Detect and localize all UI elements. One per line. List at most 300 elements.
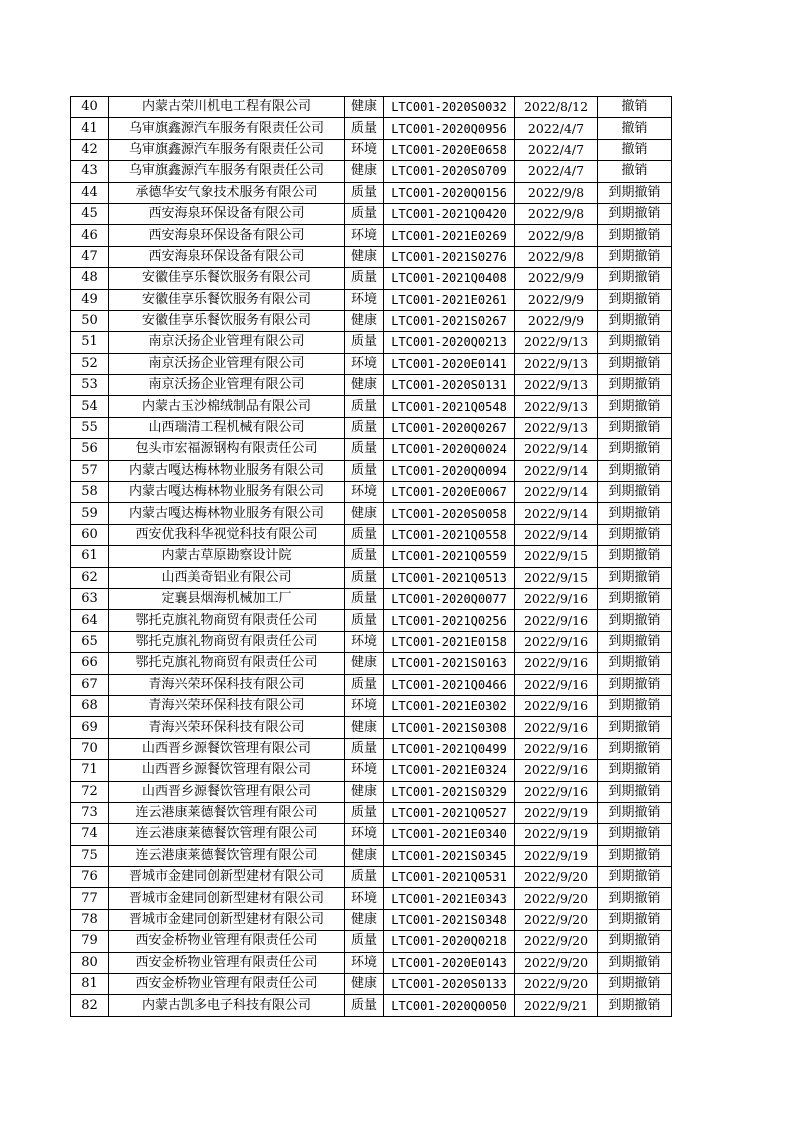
company-name: 西安金桥物业管理有限责任公司 — [109, 952, 345, 973]
certificate-number: LTC001-2020Q0077 — [384, 588, 515, 609]
revocation-date: 2022/9/16 — [515, 738, 598, 759]
management-system: 质量 — [345, 417, 384, 438]
management-system: 质量 — [345, 674, 384, 695]
revocation-date: 2022/9/16 — [515, 717, 598, 738]
row-number: 77 — [71, 888, 109, 909]
management-system: 健康 — [345, 310, 384, 331]
management-system: 质量 — [345, 995, 384, 1016]
revocation-date: 2022/9/9 — [515, 289, 598, 310]
certificate-number: LTC001-2020E0067 — [384, 482, 515, 503]
company-name: 安徽佳享乐餐饮服务有限公司 — [109, 310, 345, 331]
certificate-status: 撤销 — [598, 97, 672, 118]
table-body — [71, 97, 672, 1017]
certificate-number: LTC001-2021E0343 — [384, 888, 515, 909]
table-row — [71, 845, 672, 866]
company-name: 南京沃扬企业管理有限公司 — [109, 332, 345, 353]
certificate-status: 到期撤销 — [598, 246, 672, 267]
table-row — [71, 97, 672, 118]
revocation-date: 2022/9/19 — [515, 802, 598, 823]
certificate-number: LTC001-2021E0158 — [384, 631, 515, 652]
management-system: 质量 — [345, 867, 384, 888]
row-number: 61 — [71, 546, 109, 567]
table-row — [71, 268, 672, 289]
management-system: 质量 — [345, 931, 384, 952]
certificate-status: 到期撤销 — [598, 717, 672, 738]
certificate-number: LTC001-2020E0143 — [384, 952, 515, 973]
management-system: 健康 — [345, 845, 384, 866]
company-name: 晋城市金建同创新型建材有限公司 — [109, 909, 345, 930]
management-system: 环境 — [345, 482, 384, 503]
company-name: 西安海泉环保设备有限公司 — [109, 225, 345, 246]
company-name: 西安海泉环保设备有限公司 — [109, 246, 345, 267]
revocation-date: 2022/9/16 — [515, 631, 598, 652]
management-system: 质量 — [345, 588, 384, 609]
certificate-status: 到期撤销 — [598, 802, 672, 823]
table-row — [71, 695, 672, 716]
revocation-date: 2022/9/19 — [515, 845, 598, 866]
certificate-status: 撤销 — [598, 139, 672, 160]
table-row — [71, 139, 672, 160]
management-system: 健康 — [345, 375, 384, 396]
certificate-status: 到期撤销 — [598, 567, 672, 588]
certificate-status: 到期撤销 — [598, 524, 672, 545]
row-number: 79 — [71, 931, 109, 952]
row-number: 51 — [71, 332, 109, 353]
row-number: 60 — [71, 524, 109, 545]
row-number: 65 — [71, 631, 109, 652]
row-number: 74 — [71, 824, 109, 845]
revocation-date: 2022/9/15 — [515, 546, 598, 567]
company-name: 南京沃扬企业管理有限公司 — [109, 375, 345, 396]
table-row — [71, 588, 672, 609]
certificate-status: 到期撤销 — [598, 439, 672, 460]
row-number: 44 — [71, 182, 109, 203]
revocation-date: 2022/9/16 — [515, 588, 598, 609]
table-row — [71, 824, 672, 845]
row-number: 48 — [71, 268, 109, 289]
certificate-number: LTC001-2021E0269 — [384, 225, 515, 246]
table-row — [71, 952, 672, 973]
management-system: 质量 — [345, 396, 384, 417]
table-row — [71, 738, 672, 759]
management-system: 环境 — [345, 695, 384, 716]
certificate-status: 到期撤销 — [598, 396, 672, 417]
management-system: 质量 — [345, 546, 384, 567]
revocation-date: 2022/9/8 — [515, 182, 598, 203]
revocation-date: 2022/9/16 — [515, 695, 598, 716]
management-system: 环境 — [345, 888, 384, 909]
row-number: 58 — [71, 482, 109, 503]
certificate-status: 到期撤销 — [598, 738, 672, 759]
certificate-number: LTC001-2021Q0499 — [384, 738, 515, 759]
table-row — [71, 781, 672, 802]
revocation-date: 2022/9/20 — [515, 909, 598, 930]
revocation-date: 2022/9/14 — [515, 524, 598, 545]
row-number: 52 — [71, 353, 109, 374]
management-system: 健康 — [345, 97, 384, 118]
row-number: 80 — [71, 952, 109, 973]
management-system: 健康 — [345, 717, 384, 738]
certificate-number: LTC001-2021S0348 — [384, 909, 515, 930]
management-system: 环境 — [345, 353, 384, 374]
row-number: 81 — [71, 974, 109, 995]
revocation-date: 2022/9/19 — [515, 824, 598, 845]
row-number: 67 — [71, 674, 109, 695]
company-name: 包头市宏福源钢构有限责任公司 — [109, 439, 345, 460]
management-system: 环境 — [345, 631, 384, 652]
table-row — [71, 995, 672, 1016]
certificate-status: 到期撤销 — [598, 909, 672, 930]
certificate-status: 到期撤销 — [598, 931, 672, 952]
certificate-status: 到期撤销 — [598, 653, 672, 674]
management-system: 质量 — [345, 567, 384, 588]
row-number: 47 — [71, 246, 109, 267]
certificate-status: 撤销 — [598, 161, 672, 182]
certificate-number: LTC001-2021Q0408 — [384, 268, 515, 289]
revocation-date: 2022/9/20 — [515, 974, 598, 995]
company-name: 安徽佳享乐餐饮服务有限公司 — [109, 268, 345, 289]
management-system: 质量 — [345, 118, 384, 139]
certificate-number: LTC001-2021Q0466 — [384, 674, 515, 695]
table-row — [71, 417, 672, 438]
certificate-status: 到期撤销 — [598, 867, 672, 888]
management-system: 质量 — [345, 268, 384, 289]
management-system: 环境 — [345, 952, 384, 973]
certificate-status: 到期撤销 — [598, 695, 672, 716]
company-name: 内蒙古嘎达梅林物业服务有限公司 — [109, 482, 345, 503]
revocation-date: 2022/9/21 — [515, 995, 598, 1016]
company-name: 鄂托克旗礼物商贸有限责任公司 — [109, 653, 345, 674]
certificate-number: LTC001-2020Q0218 — [384, 931, 515, 952]
revocation-date: 2022/8/12 — [515, 97, 598, 118]
certificate-status: 到期撤销 — [598, 952, 672, 973]
certificate-status: 到期撤销 — [598, 845, 672, 866]
row-number: 55 — [71, 417, 109, 438]
certificate-status: 到期撤销 — [598, 503, 672, 524]
table-row — [71, 867, 672, 888]
revocation-date: 2022/9/9 — [515, 310, 598, 331]
revocation-date: 2022/9/16 — [515, 653, 598, 674]
management-system: 健康 — [345, 974, 384, 995]
row-number: 78 — [71, 909, 109, 930]
certificate-number: LTC001-2021E0324 — [384, 760, 515, 781]
certificate-status: 到期撤销 — [598, 417, 672, 438]
management-system: 健康 — [345, 909, 384, 930]
certificate-status: 到期撤销 — [598, 974, 672, 995]
table-row — [71, 332, 672, 353]
company-name: 乌审旗鑫源汽车服务有限责任公司 — [109, 118, 345, 139]
certificate-status: 到期撤销 — [598, 674, 672, 695]
company-name: 西安金桥物业管理有限责任公司 — [109, 974, 345, 995]
table-row — [71, 289, 672, 310]
certificate-status: 到期撤销 — [598, 546, 672, 567]
certificate-number: LTC001-2021Q0527 — [384, 802, 515, 823]
table-row — [71, 674, 672, 695]
table-row — [71, 460, 672, 481]
revocation-date: 2022/9/15 — [515, 567, 598, 588]
row-number: 57 — [71, 460, 109, 481]
management-system: 质量 — [345, 203, 384, 224]
management-system: 质量 — [345, 460, 384, 481]
row-number: 53 — [71, 375, 109, 396]
table-row — [71, 161, 672, 182]
revocation-date: 2022/9/20 — [515, 952, 598, 973]
company-name: 青海兴荣环保科技有限公司 — [109, 674, 345, 695]
certificate-number: LTC001-2020Q0956 — [384, 118, 515, 139]
row-number: 72 — [71, 781, 109, 802]
revocation-date: 2022/9/14 — [515, 482, 598, 503]
table-row — [71, 760, 672, 781]
certificate-number: LTC001-2020S0131 — [384, 375, 515, 396]
company-name: 乌审旗鑫源汽车服务有限责任公司 — [109, 139, 345, 160]
certificate-number: LTC001-2021E0261 — [384, 289, 515, 310]
certificate-number: LTC001-2020E0658 — [384, 139, 515, 160]
certificate-number: LTC001-2020S0133 — [384, 974, 515, 995]
management-system: 健康 — [345, 653, 384, 674]
table-row — [71, 246, 672, 267]
certificate-status: 到期撤销 — [598, 375, 672, 396]
row-number: 68 — [71, 695, 109, 716]
table-row — [71, 802, 672, 823]
management-system: 质量 — [345, 610, 384, 631]
certificate-status: 到期撤销 — [598, 203, 672, 224]
management-system: 质量 — [345, 182, 384, 203]
table-row — [71, 631, 672, 652]
certificate-status: 到期撤销 — [598, 268, 672, 289]
company-name: 内蒙古凯多电子科技有限公司 — [109, 995, 345, 1016]
row-number: 62 — [71, 567, 109, 588]
certificate-status: 到期撤销 — [598, 824, 672, 845]
table-row — [71, 182, 672, 203]
revocation-date: 2022/9/13 — [515, 417, 598, 438]
row-number: 73 — [71, 802, 109, 823]
row-number: 63 — [71, 588, 109, 609]
certificate-status: 到期撤销 — [598, 225, 672, 246]
row-number: 54 — [71, 396, 109, 417]
revocation-date: 2022/9/13 — [515, 353, 598, 374]
row-number: 41 — [71, 118, 109, 139]
certificate-number: LTC001-2021E0302 — [384, 695, 515, 716]
revocation-date: 2022/4/7 — [515, 118, 598, 139]
company-name: 内蒙古嘎达梅林物业服务有限公司 — [109, 503, 345, 524]
certificate-number: LTC001-2020S0032 — [384, 97, 515, 118]
certificate-number: LTC001-2020Q0024 — [384, 439, 515, 460]
row-number: 69 — [71, 717, 109, 738]
company-name: 连云港康莱德餐饮管理有限公司 — [109, 824, 345, 845]
row-number: 56 — [71, 439, 109, 460]
row-number: 43 — [71, 161, 109, 182]
certificate-number: LTC001-2021E0340 — [384, 824, 515, 845]
table-row — [71, 203, 672, 224]
table-row — [71, 225, 672, 246]
certificate-number: LTC001-2020Q0267 — [384, 417, 515, 438]
table-row — [71, 717, 672, 738]
company-name: 晋城市金建同创新型建材有限公司 — [109, 888, 345, 909]
company-name: 西安海泉环保设备有限公司 — [109, 203, 345, 224]
revocation-date: 2022/9/16 — [515, 610, 598, 631]
company-name: 定襄县烟海机械加工厂 — [109, 588, 345, 609]
certificate-status: 撤销 — [598, 118, 672, 139]
certificate-number: LTC001-2021S0329 — [384, 781, 515, 802]
company-name: 安徽佳享乐餐饮服务有限公司 — [109, 289, 345, 310]
table-row — [71, 931, 672, 952]
revocation-date: 2022/9/8 — [515, 246, 598, 267]
row-number: 40 — [71, 97, 109, 118]
certificate-revocation-table — [70, 96, 672, 1017]
certificate-status: 到期撤销 — [598, 332, 672, 353]
revocation-date: 2022/9/8 — [515, 225, 598, 246]
company-name: 南京沃扬企业管理有限公司 — [109, 353, 345, 374]
revocation-date: 2022/9/20 — [515, 931, 598, 952]
management-system: 环境 — [345, 824, 384, 845]
revocation-date: 2022/9/9 — [515, 268, 598, 289]
table-row — [71, 503, 672, 524]
certificate-number: LTC001-2021S0308 — [384, 717, 515, 738]
company-name: 山西晋乡源餐饮管理有限公司 — [109, 760, 345, 781]
certificate-number: LTC001-2020E0141 — [384, 353, 515, 374]
table-row — [71, 310, 672, 331]
table-row — [71, 396, 672, 417]
table-row — [71, 610, 672, 631]
certificate-number: LTC001-2020Q0094 — [384, 460, 515, 481]
company-name: 山西瑞清工程机械有限公司 — [109, 417, 345, 438]
company-name: 山西美奇铝业有限公司 — [109, 567, 345, 588]
table-row — [71, 353, 672, 374]
table-row — [71, 375, 672, 396]
certificate-number: LTC001-2021S0345 — [384, 845, 515, 866]
certificate-number: LTC001-2021S0163 — [384, 653, 515, 674]
certificate-number: LTC001-2020Q0050 — [384, 995, 515, 1016]
management-system: 环境 — [345, 139, 384, 160]
table-row — [71, 118, 672, 139]
certificate-status: 到期撤销 — [598, 182, 672, 203]
company-name: 连云港康莱德餐饮管理有限公司 — [109, 802, 345, 823]
table-row — [71, 546, 672, 567]
management-system: 健康 — [345, 781, 384, 802]
certificate-status: 到期撤销 — [598, 289, 672, 310]
revocation-date: 2022/9/13 — [515, 332, 598, 353]
certificate-number: LTC001-2021S0276 — [384, 246, 515, 267]
revocation-date: 2022/4/7 — [515, 161, 598, 182]
row-number: 82 — [71, 995, 109, 1016]
company-name: 青海兴荣环保科技有限公司 — [109, 695, 345, 716]
management-system: 环境 — [345, 289, 384, 310]
management-system: 质量 — [345, 802, 384, 823]
revocation-date: 2022/9/14 — [515, 460, 598, 481]
certificate-number: LTC001-2020Q0213 — [384, 332, 515, 353]
certificate-status: 到期撤销 — [598, 781, 672, 802]
certificate-status: 到期撤销 — [598, 482, 672, 503]
table-row — [71, 439, 672, 460]
revocation-date: 2022/9/13 — [515, 375, 598, 396]
certificate-status: 到期撤销 — [598, 888, 672, 909]
row-number: 75 — [71, 845, 109, 866]
row-number: 42 — [71, 139, 109, 160]
certificate-status: 到期撤销 — [598, 760, 672, 781]
row-number: 71 — [71, 760, 109, 781]
certificate-number: LTC001-2021Q0420 — [384, 203, 515, 224]
revocation-date: 2022/9/16 — [515, 781, 598, 802]
certificate-status: 到期撤销 — [598, 610, 672, 631]
company-name: 乌审旗鑫源汽车服务有限责任公司 — [109, 161, 345, 182]
certificate-number: LTC001-2021Q0558 — [384, 524, 515, 545]
management-system: 环境 — [345, 760, 384, 781]
table-row — [71, 567, 672, 588]
row-number: 64 — [71, 610, 109, 631]
management-system: 质量 — [345, 332, 384, 353]
row-number: 70 — [71, 738, 109, 759]
company-name: 内蒙古嘎达梅林物业服务有限公司 — [109, 460, 345, 481]
revocation-date: 2022/9/20 — [515, 888, 598, 909]
company-name: 鄂托克旗礼物商贸有限责任公司 — [109, 610, 345, 631]
management-system: 健康 — [345, 246, 384, 267]
management-system: 质量 — [345, 439, 384, 460]
certificate-status: 到期撤销 — [598, 353, 672, 374]
management-system: 环境 — [345, 225, 384, 246]
certificate-number: LTC001-2021Q0513 — [384, 567, 515, 588]
revocation-date: 2022/4/7 — [515, 139, 598, 160]
revocation-date: 2022/9/13 — [515, 396, 598, 417]
company-name: 西安优我科华视觉科技有限公司 — [109, 524, 345, 545]
company-name: 鄂托克旗礼物商贸有限责任公司 — [109, 631, 345, 652]
revocation-date: 2022/9/20 — [515, 867, 598, 888]
table-row — [71, 653, 672, 674]
revocation-date: 2022/9/14 — [515, 503, 598, 524]
table-row — [71, 888, 672, 909]
revocation-date: 2022/9/16 — [515, 760, 598, 781]
certificate-number: LTC001-2021Q0548 — [384, 396, 515, 417]
company-name: 承德华安气象技术服务有限公司 — [109, 182, 345, 203]
company-name: 内蒙古草原勘察设计院 — [109, 546, 345, 567]
company-name: 连云港康莱德餐饮管理有限公司 — [109, 845, 345, 866]
certificate-status: 到期撤销 — [598, 995, 672, 1016]
certificate-number: LTC001-2020S0709 — [384, 161, 515, 182]
revocation-date: 2022/9/16 — [515, 674, 598, 695]
management-system: 质量 — [345, 524, 384, 545]
company-name: 山西晋乡源餐饮管理有限公司 — [109, 738, 345, 759]
certificate-number: LTC001-2021Q0531 — [384, 867, 515, 888]
row-number: 66 — [71, 653, 109, 674]
certificate-number: LTC001-2020S0058 — [384, 503, 515, 524]
company-name: 西安金桥物业管理有限责任公司 — [109, 931, 345, 952]
table-row — [71, 974, 672, 995]
revocation-date: 2022/9/14 — [515, 439, 598, 460]
row-number: 50 — [71, 310, 109, 331]
company-name: 山西晋乡源餐饮管理有限公司 — [109, 781, 345, 802]
revocation-date: 2022/9/8 — [515, 203, 598, 224]
row-number: 49 — [71, 289, 109, 310]
certificate-status: 到期撤销 — [598, 588, 672, 609]
management-system: 健康 — [345, 161, 384, 182]
certificate-status: 到期撤销 — [598, 310, 672, 331]
certificate-status: 到期撤销 — [598, 631, 672, 652]
row-number: 46 — [71, 225, 109, 246]
certificate-number: LTC001-2020Q0156 — [384, 182, 515, 203]
row-number: 45 — [71, 203, 109, 224]
certificate-number: LTC001-2021Q0559 — [384, 546, 515, 567]
certificate-number: LTC001-2021S0267 — [384, 310, 515, 331]
certificate-status: 到期撤销 — [598, 460, 672, 481]
row-number: 59 — [71, 503, 109, 524]
company-name: 青海兴荣环保科技有限公司 — [109, 717, 345, 738]
row-number: 76 — [71, 867, 109, 888]
management-system: 质量 — [345, 738, 384, 759]
company-name: 内蒙古玉沙棉绒制品有限公司 — [109, 396, 345, 417]
company-name: 晋城市金建同创新型建材有限公司 — [109, 867, 345, 888]
company-name: 内蒙古荣川机电工程有限公司 — [109, 97, 345, 118]
certificate-number: LTC001-2021Q0256 — [384, 610, 515, 631]
management-system: 健康 — [345, 503, 384, 524]
